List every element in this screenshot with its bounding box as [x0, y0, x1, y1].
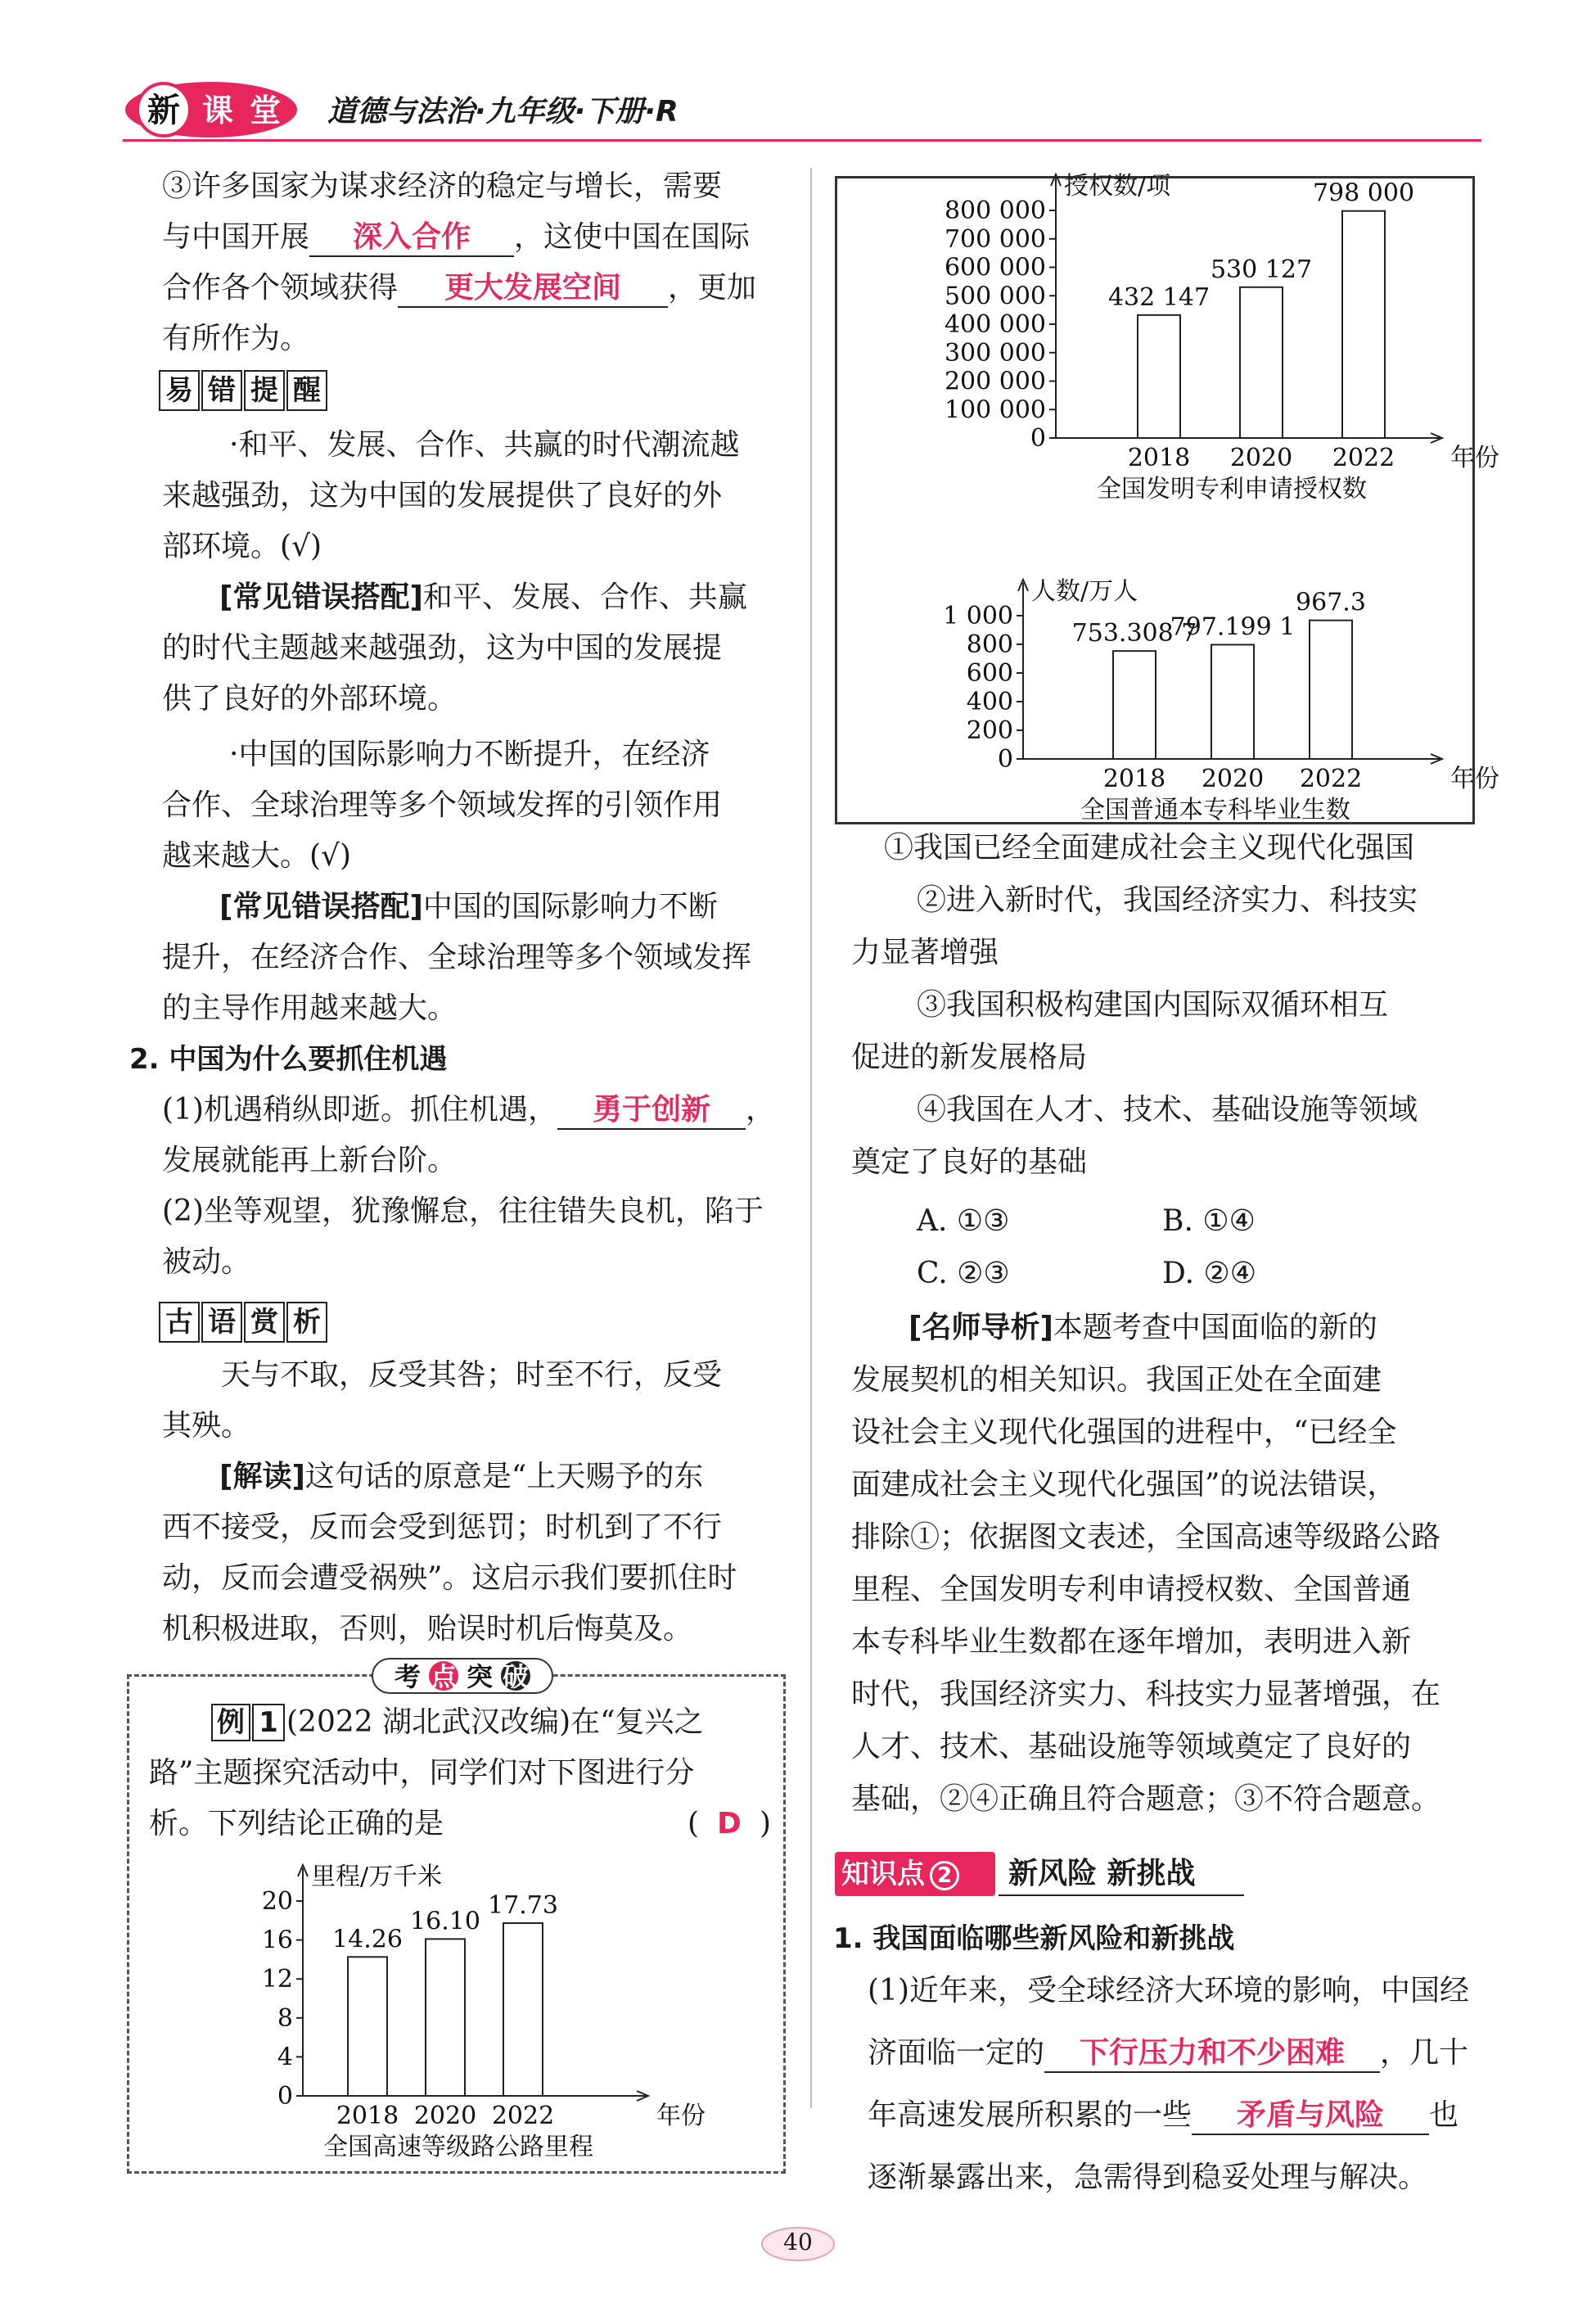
- choice-a: A. ①③: [917, 1204, 1010, 1238]
- para-text: 析。下列结论正确的是: [149, 1807, 444, 1840]
- para-line: (1)机遇稍纵即逝。抓住机遇， 勇于创新 ，: [162, 1084, 775, 1136]
- para-text: 来越强劲，这为中国的发展提供了良好的外: [162, 479, 723, 513]
- x-tick-label: 2020: [413, 2102, 477, 2130]
- answer-blank-1: 深入合作: [309, 219, 514, 257]
- para-text: 动，反而会遭受祸殃”。这启示我们要抓住时: [162, 1561, 737, 1595]
- x-tick-label: 2020: [1201, 765, 1265, 793]
- bar-value-label: 432 147: [1107, 282, 1211, 312]
- logo-char-2: 课: [201, 92, 234, 129]
- y-axis-label: 人数/万人: [1031, 577, 1138, 606]
- bar: [1211, 644, 1254, 759]
- page-number: 40: [783, 2228, 813, 2256]
- kp-number: 2: [930, 1861, 959, 1890]
- example-number: 1: [252, 1704, 285, 1741]
- column-divider: [810, 168, 812, 2108]
- y-tick-label: 600: [966, 659, 1013, 688]
- para-text: 的时代主题越来越强劲，这为中国的发展提: [162, 631, 723, 665]
- y-tick-label: 600 000: [944, 253, 1046, 282]
- logo-char-3: 堂: [249, 92, 282, 129]
- quote-text: 天与不取，反受其咎；时至不行，反受: [221, 1358, 723, 1392]
- para-line: 年高速发展所积累的一些 矛盾与风险 也: [868, 2089, 1458, 2142]
- option-4-cont: 奠定了良好的基础: [851, 1145, 1088, 1179]
- para-text: (2)坐等观望，犹豫懈怠，往往错失良机，陷于: [162, 1194, 764, 1228]
- para-line: [名师导析]本题考查中国面临的新的: [908, 1311, 1377, 1344]
- answer-blank-4: 下行压力和不少困难: [1044, 2035, 1380, 2073]
- y-tick-label: 200 000: [944, 367, 1046, 396]
- logo-char-1: 新: [147, 91, 180, 129]
- option-2-cont: 力显著增强: [851, 936, 999, 969]
- guyu-shangxi-label: 古 语 赏 析: [159, 1302, 329, 1343]
- chart-title: 全国高速等级路公路里程: [323, 2133, 593, 2161]
- x-axis-label: 年份: [1450, 444, 1499, 472]
- answer-paren: ( D ): [688, 1807, 771, 1840]
- y-tick-label: 800: [966, 630, 1013, 659]
- para-line: 济面临一定的 下行压力和不少困难 ，几十: [868, 2027, 1468, 2079]
- y-axis-label: 授权数/项: [1064, 172, 1171, 201]
- para-text: 部环境。(√): [162, 530, 322, 563]
- y-tick-label: 800 000: [944, 196, 1046, 225]
- x-tick-label: 2020: [1229, 444, 1293, 472]
- para-text: 设社会主义现代化强国的进程中，“已经全: [851, 1416, 1397, 1449]
- para-text: 被动。: [162, 1245, 251, 1279]
- example-line: 例 1 (2022 湖北武汉改编)在“复兴之: [211, 1696, 704, 1749]
- para-line: 与中国开展 深入合作 ，这使中国在国际: [162, 211, 750, 264]
- header-rule: [123, 139, 1481, 142]
- y-tick-label: 300 000: [944, 338, 1046, 368]
- bar: [1310, 621, 1352, 759]
- x-tick-label: 2022: [1332, 444, 1395, 472]
- para-text: 机积极进取，否则，贻误时机后悔莫及。: [162, 1612, 693, 1646]
- choice-b: B. ①④: [1162, 1204, 1256, 1238]
- y-tick-label: 1 000: [943, 602, 1013, 630]
- y-tick-label: 0: [997, 745, 1013, 774]
- y-tick-label: 100 000: [944, 395, 1046, 425]
- bar-value-label: 797.199 1: [1170, 612, 1296, 642]
- option-2: ②进入新时代，我国经济实力、科技实: [917, 883, 1418, 917]
- page-number-badge: [757, 2224, 839, 2265]
- option-4: ④我国在人才、技术、基础设施等领域: [917, 1093, 1418, 1127]
- header-title: 道德与法治·九年级·下册·R: [327, 95, 679, 129]
- bar: [1138, 315, 1180, 438]
- svg-text:点: 点: [430, 1661, 458, 1692]
- x-tick-label: 2018: [336, 2102, 399, 2130]
- para-text: ③许多国家为谋求经济的稳定与增长，需要: [162, 169, 723, 203]
- bar-value-label: 14.26: [332, 1925, 403, 1954]
- para-text: 排除①；依据图文表述，全国高速等级路公路: [851, 1520, 1441, 1554]
- para-line: 合作各个领域获得 更大发展空间 ，更加: [162, 262, 756, 314]
- chart-graduates: [843, 536, 1499, 824]
- answer-blank-3: 勇于创新: [557, 1092, 746, 1130]
- common-error-tag: [常见错误搭配]: [219, 580, 423, 614]
- choice-c: C. ②③: [917, 1257, 1010, 1290]
- interpretation-tag: [解读]: [219, 1460, 305, 1493]
- para-text: 的主导作用越来越大。: [162, 991, 458, 1025]
- answer-blank-2: 更大发展空间: [398, 270, 668, 308]
- y-tick-label: 0: [1030, 424, 1046, 453]
- bar: [1113, 651, 1156, 759]
- svg-text:突: 突: [466, 1661, 494, 1692]
- y-tick-label: 4: [277, 2043, 293, 2072]
- para-text: 本专科毕业生数都在逐年增加，表明进入新: [851, 1625, 1412, 1659]
- para-line: [常见错误搭配]中国的国际影响力不断: [219, 890, 718, 923]
- bar-value-label: 798 000: [1312, 178, 1415, 208]
- y-tick-label: 500 000: [944, 282, 1046, 311]
- teacher-analysis-tag: [名师导析]: [908, 1311, 1053, 1344]
- para-text: 发展就能再上新台阶。: [162, 1144, 458, 1177]
- chart-title: 全国发明专利申请授权数: [1097, 475, 1367, 503]
- bar-value-label: 753.308 7: [1071, 619, 1197, 648]
- para-text: 逐渐暴露出来，急需得到稳妥处理与解决。: [868, 2161, 1428, 2194]
- y-tick-label: 700 000: [944, 224, 1046, 254]
- para-text: 西不接受，反而会受到惩罚；时机到了不行: [162, 1510, 723, 1544]
- x-tick-label: 2018: [1102, 765, 1166, 793]
- chart-highway-mileage: [164, 1858, 778, 2161]
- answer-blank-5: 矛盾与风险: [1192, 2098, 1429, 2135]
- svg-text:破: 破: [502, 1661, 530, 1692]
- kp-title: 新风险 新挑战: [1008, 1857, 1196, 1890]
- para-text: ·和平、发展、合作、共赢的时代潮流越: [229, 428, 740, 462]
- x-axis-label: 年份: [1450, 765, 1499, 793]
- kaodian-tupo-label: [372, 1655, 552, 1696]
- x-tick-label: 2018: [1127, 444, 1191, 472]
- para-text: (1)近年来，受全球经济大环境的影响，中国经: [868, 1974, 1469, 2007]
- knowledge-point-banner: [835, 1852, 1326, 1896]
- common-error-tag: [常见错误搭配]: [219, 890, 423, 923]
- y-tick-label: 8: [277, 2003, 293, 2033]
- example-tag: 例: [211, 1704, 250, 1741]
- option-3-cont: 促进的新发展格局: [851, 1041, 1088, 1074]
- para-line: [解读]这句话的原意是“上天赐予的东: [219, 1460, 704, 1493]
- para-text: 面建成社会主义现代化强国”的说法错误，: [851, 1468, 1397, 1501]
- para-text: ·中国的国际影响力不断提升，在经济: [229, 738, 710, 771]
- chart-title: 全国普通本专科毕业生数: [1080, 796, 1350, 824]
- x-tick-label: 2022: [491, 2102, 555, 2130]
- chart-patent-grants: [843, 172, 1499, 528]
- bar: [1342, 211, 1385, 438]
- choice-d: D. ②④: [1162, 1257, 1257, 1290]
- y-tick-label: 200: [966, 716, 1013, 745]
- y-tick-label: 16: [261, 1926, 293, 1955]
- header-logo: [121, 75, 309, 141]
- bar-value-label: 17.73: [488, 1891, 558, 1921]
- option-3: ③我国积极构建国内国际双循环相互: [917, 988, 1389, 1022]
- para-text: 发展契机的相关知识。我国正处在全面建: [851, 1363, 1382, 1397]
- para-text: 人才、技术、基础设施等领域奠定了良好的: [851, 1730, 1412, 1763]
- y-tick-label: 12: [261, 1965, 293, 1994]
- para-text: 越来越大。(√): [162, 839, 352, 873]
- y-tick-label: 20: [261, 1887, 293, 1916]
- answer-letter: D: [717, 1807, 742, 1840]
- bar-value-label: 530 127: [1210, 255, 1313, 284]
- y-tick-label: 400 000: [944, 310, 1046, 339]
- para-text: 基础，②④正确且符合题意；③不符合题意。: [851, 1782, 1441, 1816]
- bar: [1240, 287, 1283, 438]
- para-text: 里程、全国发明专利申请授权数、全国普通: [851, 1573, 1412, 1606]
- bar-value-label: 967.3: [1296, 588, 1366, 617]
- kp-label: 知识点 2: [835, 1852, 995, 1896]
- bar: [348, 1957, 387, 2096]
- x-axis-label: 年份: [656, 2102, 706, 2130]
- y-axis-label: 里程/万千米: [311, 1863, 443, 1891]
- bar-value-label: 16.10: [410, 1907, 480, 1936]
- para-text: 提升，在经济合作、全球治理等多个领域发挥: [162, 941, 752, 974]
- svg-text:考: 考: [394, 1661, 422, 1692]
- bar: [503, 1923, 543, 2096]
- y-tick-label: 0: [277, 2082, 293, 2111]
- logo-graphic: [121, 75, 309, 141]
- quote-text: 其殃。: [162, 1409, 251, 1443]
- para-text: 时代，我国经济实力、科技实力显著增强，在: [851, 1678, 1441, 1711]
- para-text: 合作、全球治理等多个领域发挥的引领作用: [162, 788, 723, 822]
- section-title: 2. 中国为什么要抓住机遇: [129, 1043, 448, 1076]
- para-line: [常见错误搭配]和平、发展、合作、共赢: [219, 580, 747, 614]
- para-text: 供了良好的外部环境。: [162, 682, 458, 716]
- section-title: 1. 我国面临哪些新风险和新挑战: [833, 1922, 1235, 1955]
- bar: [426, 1939, 465, 2096]
- yicuo-tixing-label: 易 错 提 醒: [159, 370, 329, 411]
- para-text: 路”主题探究活动中，同学们对下图进行分: [149, 1756, 695, 1790]
- option-1: ①我国已经全面建成社会主义现代化强国: [884, 831, 1415, 865]
- y-tick-label: 400: [966, 688, 1013, 716]
- x-tick-label: 2022: [1299, 765, 1363, 793]
- para-text: 有所作为。: [162, 322, 310, 355]
